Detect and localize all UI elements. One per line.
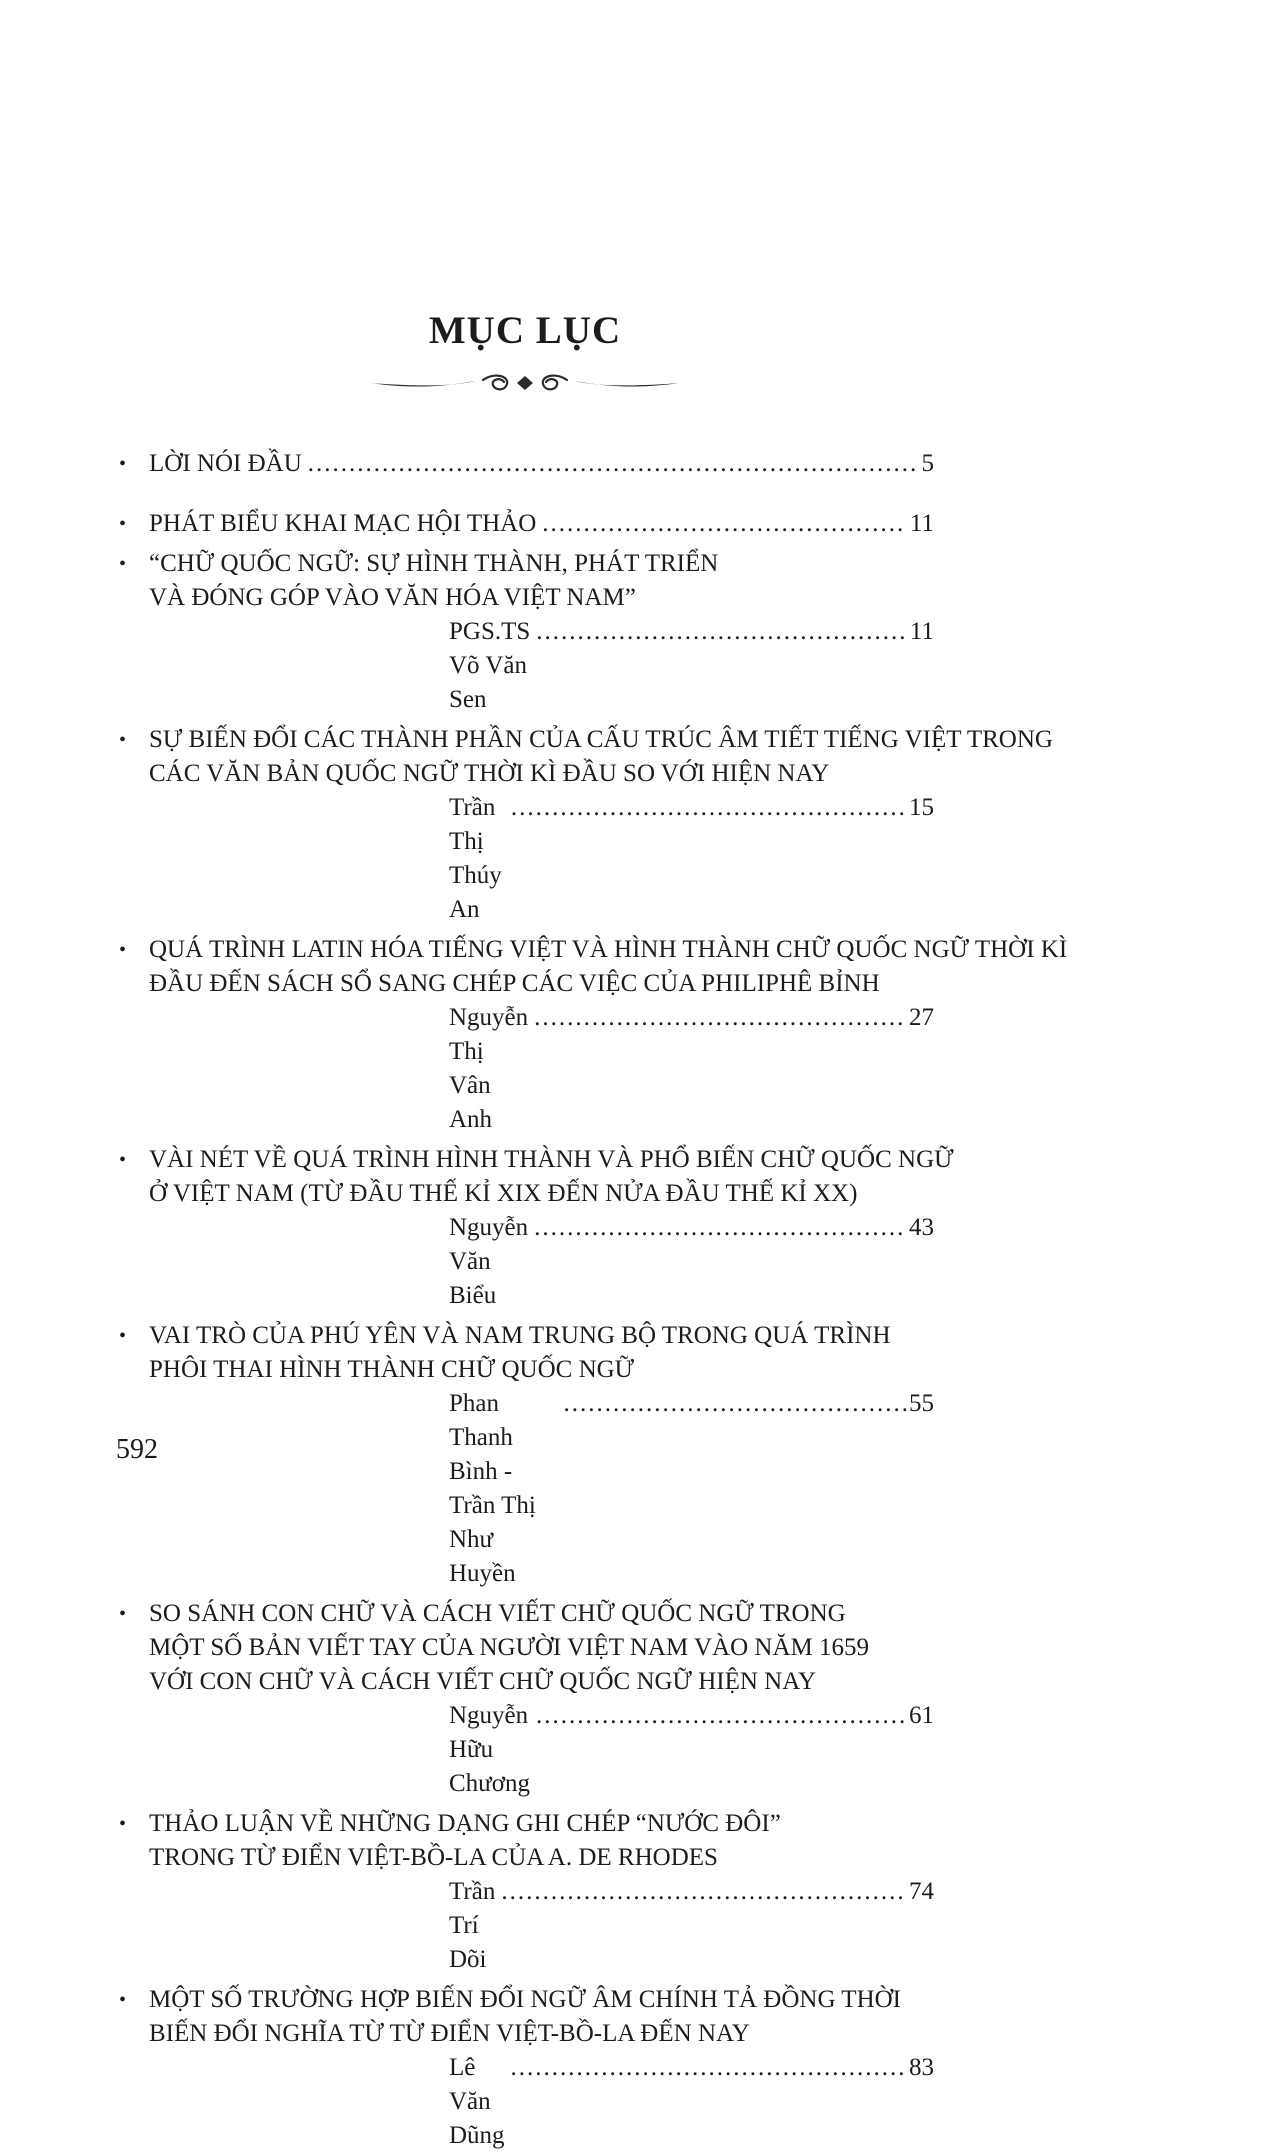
entry-author: Nguyễn Văn Biểu bbox=[449, 1214, 529, 1309]
bullet-icon: • bbox=[119, 553, 127, 575]
entry-body bbox=[149, 547, 934, 717]
entry-title-line: TRONG TỪ ĐIỂN VIỆT-BỒ-LA CỦA A. DE RHODES bbox=[149, 1844, 718, 1871]
entry-title-row bbox=[149, 447, 934, 481]
entry-author-row bbox=[149, 1211, 934, 1313]
bullet-icon: • bbox=[119, 453, 127, 475]
dot-leader bbox=[536, 615, 907, 649]
entry-page-number: 11 bbox=[909, 510, 934, 537]
toc-entry bbox=[116, 723, 1053, 927]
toc-list bbox=[116, 447, 1068, 2153]
dot-leader bbox=[308, 447, 919, 481]
entry-page-number: 61 bbox=[909, 1702, 934, 1729]
entry-title-row bbox=[149, 507, 934, 541]
entry-page-number: 43 bbox=[909, 1214, 934, 1241]
ornament-flourish bbox=[365, 367, 685, 397]
entry-title-line: THẢO LUẬN VỀ NHỮNG DẠNG GHI CHÉP “NƯỚC ĐÔI” bbox=[149, 1810, 781, 1837]
entry-author: Lê Văn Dũng bbox=[449, 2054, 505, 2149]
dot-leader bbox=[511, 2051, 906, 2085]
entry-body bbox=[149, 447, 934, 481]
page-title: MỤC LỤC bbox=[428, 309, 622, 352]
toc-entry bbox=[116, 1807, 934, 1977]
entry-title-line: QUÁ TRÌNH LATIN HÓA TIẾNG VIỆT VÀ HÌNH THÀNH CHỮ QUỐC NGỮ THỜI KÌ bbox=[149, 936, 1068, 963]
toc-entry bbox=[116, 933, 1068, 1137]
entry-body bbox=[149, 1143, 954, 1313]
entry-page-number: 74 bbox=[909, 1878, 934, 1905]
toc-entry bbox=[116, 547, 934, 717]
entry-body bbox=[149, 1807, 934, 1977]
dot-leader bbox=[501, 1875, 906, 1909]
entry-body bbox=[149, 1597, 934, 1801]
dot-leader bbox=[542, 507, 907, 541]
entry-title-line: VÀ ĐÓNG GÓP VÀO VĂN HÓA VIỆT NAM” bbox=[149, 584, 636, 611]
entry-title-line: BIẾN ĐỔI NGHĨA TỪ TỪ ĐIỂN VIỆT-BỒ-LA ĐẾN NAY bbox=[149, 2020, 750, 2047]
entry-author-row bbox=[149, 1699, 934, 1801]
entry-title-line: ĐẦU ĐẾN SÁCH SỔ SANG CHÉP CÁC VIỆC CỦA PHILIPHÊ BỈNH bbox=[149, 970, 880, 997]
entry-title: LỜI NÓI ĐẦU bbox=[149, 450, 302, 477]
entry-author-row bbox=[149, 1875, 934, 1977]
dot-leader bbox=[536, 1699, 906, 1733]
entry-body bbox=[149, 507, 934, 541]
entry-body bbox=[149, 933, 1068, 1137]
toc-entry bbox=[116, 507, 934, 541]
bullet-icon: • bbox=[119, 1149, 127, 1171]
entry-author: Phan Thanh Bình - Trần Thị Như Huyền bbox=[449, 1390, 536, 1587]
bullet-icon: • bbox=[119, 1325, 127, 1347]
dot-leader bbox=[511, 791, 906, 825]
toc-entry bbox=[116, 1597, 934, 1801]
dot-leader bbox=[534, 1211, 906, 1245]
entry-title-line: VAI TRÒ CỦA PHÚ YÊN VÀ NAM TRUNG BỘ TRONG QUÁ TRÌNH bbox=[149, 1322, 891, 1349]
entry-page-number: 15 bbox=[909, 794, 934, 821]
bullet-icon: • bbox=[119, 513, 127, 535]
dot-leader bbox=[563, 1387, 906, 1421]
entry-body bbox=[149, 1319, 934, 1591]
ornament-divider bbox=[116, 367, 934, 397]
entry-body bbox=[149, 1983, 934, 2153]
bullet-icon: • bbox=[119, 1603, 127, 1625]
entry-title-line: CÁC VĂN BẢN QUỐC NGỮ THỜI KÌ ĐẦU SO VỚI HIỆN NAY bbox=[149, 760, 830, 787]
entry-body bbox=[149, 723, 1053, 927]
page-content bbox=[116, 0, 1068, 2153]
entry-page-number: 83 bbox=[909, 2054, 934, 2081]
bullet-icon: • bbox=[119, 1813, 127, 1835]
entry-author-row bbox=[149, 2051, 934, 2153]
toc-entry bbox=[116, 447, 934, 481]
toc-entry bbox=[116, 1143, 954, 1313]
entry-author: Nguyễn Thị Vân Anh bbox=[449, 1004, 529, 1133]
entry-author-row bbox=[149, 615, 934, 717]
entry-author: PGS.TS Võ Văn Sen bbox=[449, 618, 531, 713]
entry-title-line: MỘT SỐ BẢN VIẾT TAY CỦA NGƯỜI VIỆT NAM VÀO NĂM 1659 bbox=[149, 1634, 870, 1661]
footer-page-number: 592 bbox=[116, 1434, 158, 1465]
toc-entry bbox=[116, 1983, 934, 2153]
entry-title-line: VỚI CON CHỮ VÀ CÁCH VIẾT CHỮ QUỐC NGỮ HIỆN NAY bbox=[149, 1668, 817, 1695]
entry-author-row bbox=[149, 1001, 934, 1137]
entry-title: PHÁT BIỂU KHAI MẠC HỘI THẢO bbox=[149, 510, 537, 537]
bullet-icon: • bbox=[119, 1989, 127, 2011]
entry-page-number: 5 bbox=[921, 450, 934, 477]
entry-page-number: 11 bbox=[909, 618, 934, 645]
entry-title-line: MỘT SỐ TRƯỜNG HỢP BIẾN ĐỔI NGỮ ÂM CHÍNH TẢ ĐỒNG THỜI bbox=[149, 1986, 902, 2013]
entry-page-number: 55 bbox=[909, 1390, 934, 1417]
bullet-icon: • bbox=[119, 729, 127, 751]
entry-title-line: PHÔI THAI HÌNH THÀNH CHỮ QUỐC NGỮ bbox=[149, 1356, 635, 1383]
entry-author-row bbox=[149, 1387, 934, 1591]
entry-author: Trần Trí Dõi bbox=[449, 1878, 496, 1973]
entry-title-line: Ở VIỆT NAM (TỪ ĐẦU THẾ KỈ XIX ĐẾN NỬA ĐẦU THẾ KỈ XX) bbox=[149, 1180, 858, 1207]
entry-title-line: “CHỮ QUỐC NGỮ: SỰ HÌNH THÀNH, PHÁT TRIỂN bbox=[149, 550, 719, 577]
entry-page-number: 27 bbox=[909, 1004, 934, 1031]
entry-title-line: SỰ BIẾN ĐỔI CÁC THÀNH PHẦN CỦA CẤU TRÚC ÂM TIẾT TIẾNG VIỆT TRONG bbox=[149, 726, 1053, 753]
entry-author: Nguyễn Hữu Chương bbox=[449, 1702, 530, 1797]
bullet-icon: • bbox=[119, 939, 127, 961]
entry-author: Trần Thị Thúy An bbox=[449, 794, 502, 923]
toc-entry bbox=[116, 1319, 934, 1591]
entry-title-line: VÀI NÉT VỀ QUÁ TRÌNH HÌNH THÀNH VÀ PHỔ BIẾN CHỮ QUỐC NGỮ bbox=[149, 1146, 954, 1173]
dot-leader bbox=[534, 1001, 906, 1035]
entry-title-line: SO SÁNH CON CHỮ VÀ CÁCH VIẾT CHỮ QUỐC NGỮ TRONG bbox=[149, 1600, 846, 1627]
entry-author-row bbox=[149, 791, 934, 927]
